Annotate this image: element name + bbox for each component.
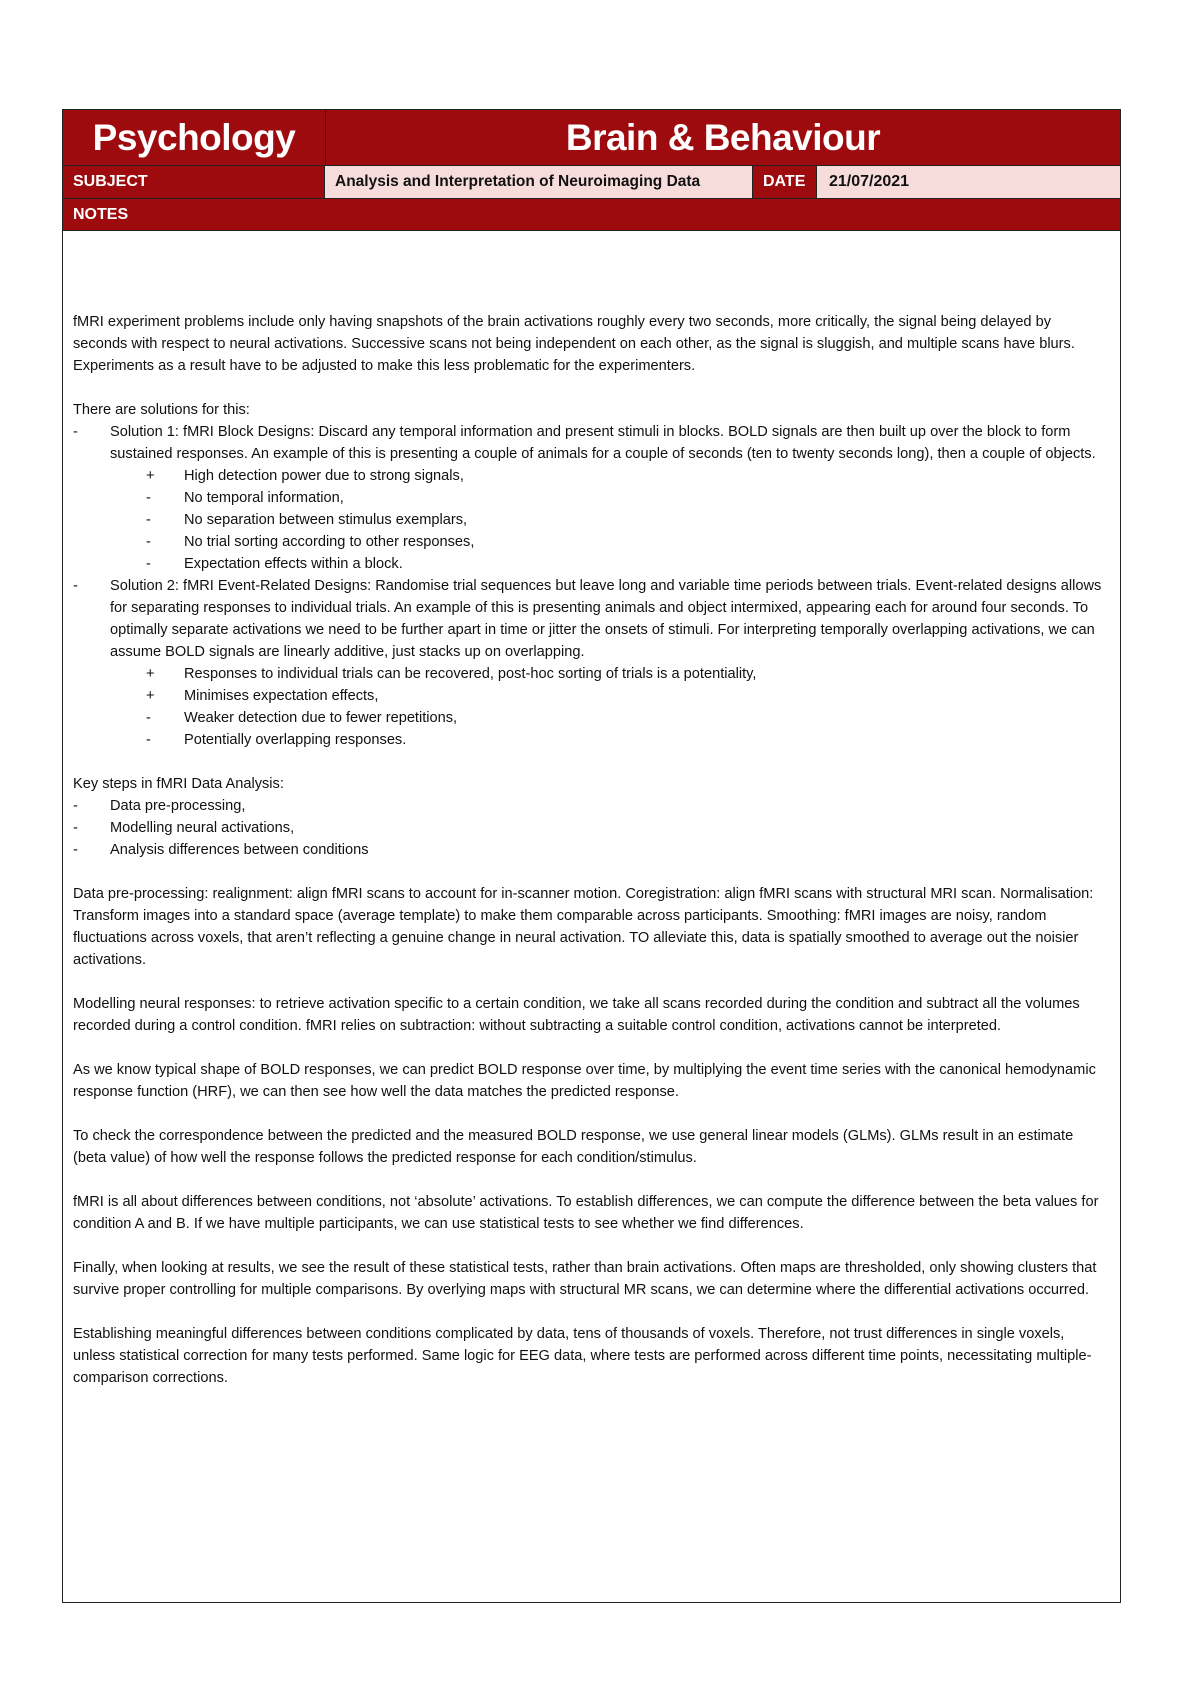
preprocessing-paragraph: Data pre-processing: realignment: align fMRI scans to account for in-scanner motion. Coregistration: align fMRI scans with structural MRI scan. Normalisation: Transform images into a standard space (average template) to make them comparable across participants. Smoothing: fMRI images are noisy, random fluctuations across voxels, that aren’t reflecting a genuine change in neural activation. TO alleviate this, data is spatially smoothed to average out the noisier activations. xyxy=(73,886,1094,968)
list-item xyxy=(73,685,1108,707)
list-item xyxy=(73,839,1108,861)
list-marker: - xyxy=(73,798,78,814)
list-marker: - xyxy=(73,820,78,836)
list-item xyxy=(73,553,1108,575)
list-item xyxy=(73,707,1108,729)
differences-paragraph: fMRI is all about differences between conditions, not ‘absolute’ activations. To establish differences, we can compute the difference between the beta values for condition A and B. If we have multiple participants, we can use statistical tests to see whether we find differences. xyxy=(73,1194,1099,1232)
list-item xyxy=(73,465,1108,487)
list-item xyxy=(73,663,1108,685)
list-item xyxy=(73,487,1108,509)
glm-paragraph: To check the correspondence between the predicted and the measured BOLD response, we use general linear models (GLMs). GLMs result in an estimate (beta value) of how well the response follows the predicted response for each condition/stimulus. xyxy=(73,1128,1074,1166)
modelling-paragraph: Modelling neural responses: to retrieve activation specific to a certain condition, we take all scans recorded during the condition and subtract all the volumes recorded during a control condition. fMRI relies on subtraction: without subtracting a suitable control condition, activations cannot be interpreted. xyxy=(73,996,1080,1034)
list-marker: - xyxy=(146,556,151,572)
list-item xyxy=(73,509,1108,531)
step-text: Data pre-processing, xyxy=(110,798,246,814)
corrections-paragraph: Establishing meaningful differences between conditions complicated by data, tens of thousands of voxels. Therefore, not trust differences in single voxels, unless statistical correction for many tests performed. Same logic for EEG data, where tests are performed across different time points, necessitating multiple-comparison corrections. xyxy=(73,1326,1092,1386)
list-item xyxy=(73,729,1108,751)
list-marker: - xyxy=(73,578,78,594)
list-marker: - xyxy=(73,424,78,440)
course-name: Psychology xyxy=(63,110,326,165)
point-text: No trial sorting according to other responses, xyxy=(184,534,475,550)
intro-paragraph: fMRI experiment problems include only having snapshots of the brain activations roughly every two seconds, more critically, the signal being delayed by seconds with respect to neural activations. Successive scans not being independent on each other, as the signal is sluggish, and multiple scans have blurs. Experiments as a result have to be adjusted to make this less problematic for the experimenters. xyxy=(73,314,1075,374)
solution-2-text: Solution 2: fMRI Event-Related Designs: Randomise trial sequences but leave long and variable time periods between trials. Event-related designs allows for separating responses to individual trials. An example of this is presenting animals and object intermixed, appearing each for around four seconds. To optimally separate activations we need to be further apart in time or jitter the onsets of stimuli. For interpreting temporally overlapping activations, we can assume BOLD signals are linearly additive, just stacks up on overlapping. xyxy=(110,578,1102,660)
list-marker: + xyxy=(146,688,155,704)
point-text: High detection power due to strong signals, xyxy=(184,468,464,484)
subject-value: Analysis and Interpretation of Neuroimaging Data xyxy=(325,166,753,198)
list-marker: - xyxy=(73,842,78,858)
results-paragraph: Finally, when looking at results, we see the result of these statistical tests, rather than brain activations. Often maps are thresholded, only showing clusters that survive proper controlling for multiple comparisons. By overlying maps with structural MR scans, we can determine where the differential activations occurred. xyxy=(73,1260,1097,1298)
list-marker: - xyxy=(146,732,151,748)
point-text: No separation between stimulus exemplars, xyxy=(184,512,468,528)
list-marker: - xyxy=(146,490,151,506)
point-text: No temporal information, xyxy=(184,490,344,506)
point-text: Potentially overlapping responses. xyxy=(184,732,407,748)
header-row xyxy=(63,110,1120,166)
notes-sheet xyxy=(62,109,1121,1603)
list-marker: - xyxy=(146,512,151,528)
list-item xyxy=(73,421,1108,465)
point-text: Minimises expectation effects, xyxy=(184,688,379,704)
list-marker: + xyxy=(146,666,155,682)
subject-label: SUBJECT xyxy=(63,166,325,198)
point-text: Expectation effects within a block. xyxy=(184,556,403,572)
list-marker: - xyxy=(146,534,151,550)
point-text: Responses to individual trials can be recovered, post-hoc sorting of trials is a potentiality, xyxy=(184,666,757,682)
subject-row xyxy=(63,166,1120,199)
bold-response-paragraph: As we know typical shape of BOLD responses, we can predict BOLD response over time, by multiplying the event time series with the canonical hemodynamic response function (HRF), we can then see how well the data matches the predicted response. xyxy=(73,1062,1096,1100)
key-steps-heading: Key steps in fMRI Data Analysis: xyxy=(73,776,284,792)
notes-label: NOTES xyxy=(63,199,1120,231)
list-item xyxy=(73,817,1108,839)
list-marker: + xyxy=(146,468,155,484)
solutions-heading: There are solutions for this: xyxy=(73,402,250,418)
list-item xyxy=(73,795,1108,817)
page-title: Brain & Behaviour xyxy=(326,110,1120,165)
list-item xyxy=(73,575,1108,663)
date-label: DATE xyxy=(753,166,817,198)
solution-1-text: Solution 1: fMRI Block Designs: Discard any temporal information and present stimuli in blocks. BOLD signals are then built up over the block to form sustained responses. An example of this is presenting a couple of animals for a couple of seconds (ten to twenty seconds long), then a couple of objects. xyxy=(110,424,1096,462)
step-text: Analysis differences between conditions xyxy=(110,842,369,858)
date-value: 21/07/2021 xyxy=(817,166,1120,198)
list-marker: - xyxy=(146,710,151,726)
list-item xyxy=(73,531,1108,553)
step-text: Modelling neural activations, xyxy=(110,820,295,836)
notes-content xyxy=(63,231,1120,1389)
point-text: Weaker detection due to fewer repetitions, xyxy=(184,710,458,726)
